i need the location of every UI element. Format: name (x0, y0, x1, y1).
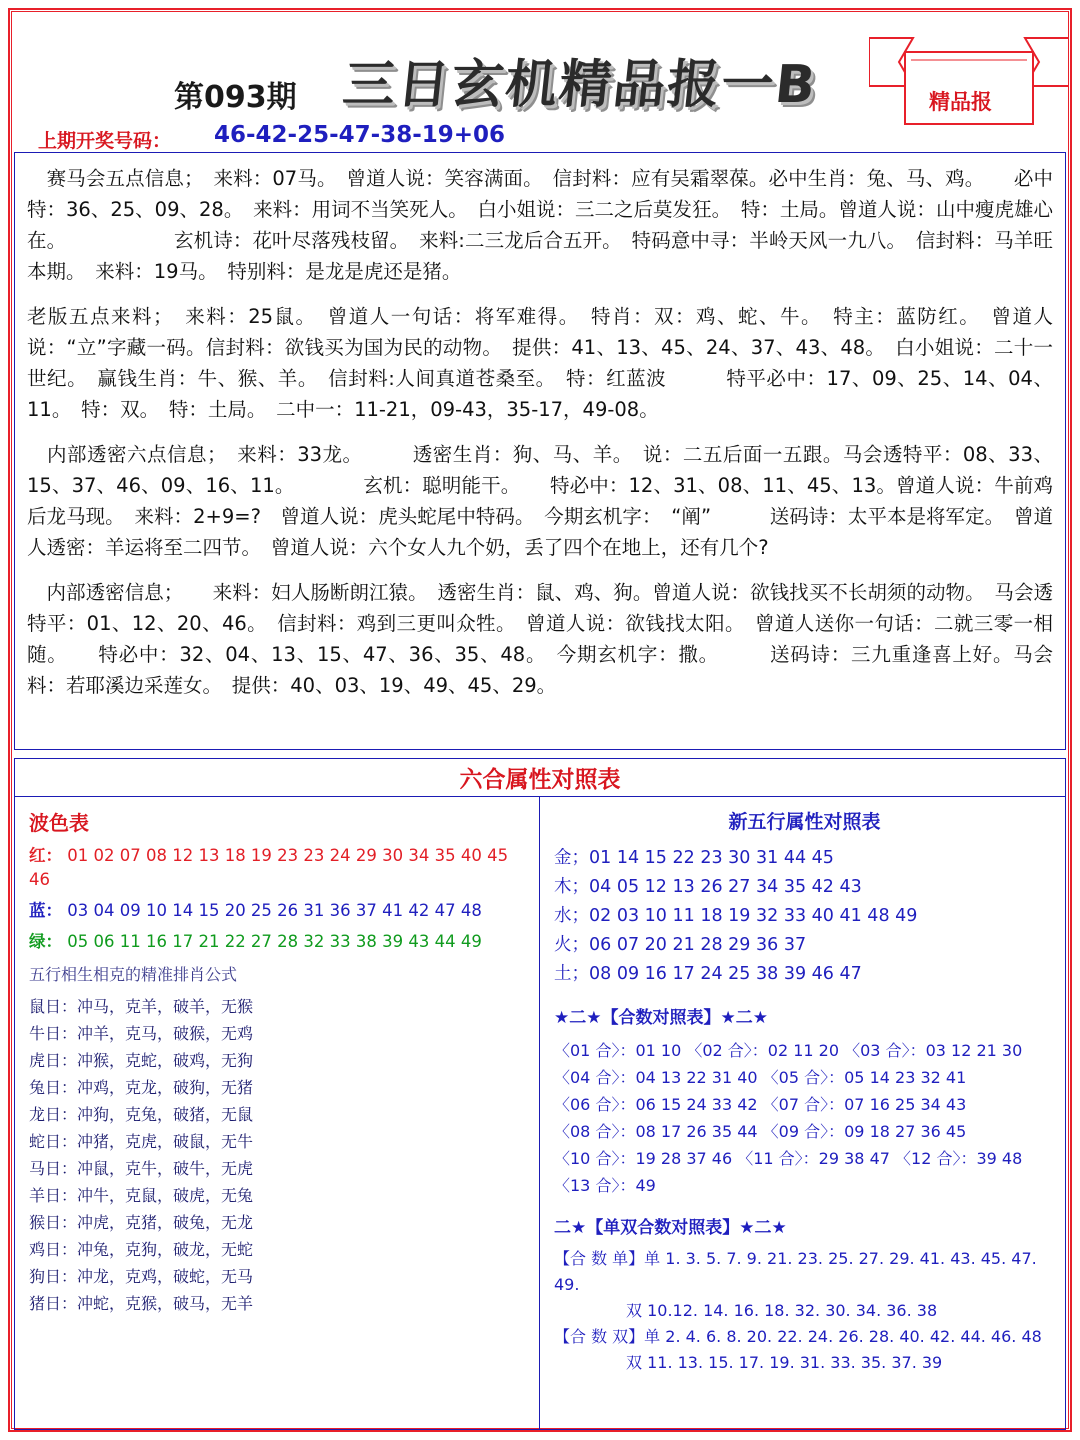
wave-color-column (15, 797, 540, 1429)
zodiac-row-tiger: 虎日：冲猴，克蛇，破鸡，无狗 (29, 1051, 254, 1070)
element-row-wood: 木；04 05 12 13 26 27 34 35 42 43 (554, 877, 862, 897)
sum-table-title: ★二★【合数对照表】★二★ (554, 1008, 768, 1028)
odd-even-row-1-line2: 双 10.12. 14. 16. 18. 32. 30. 34. 36. 38 (626, 1301, 938, 1320)
section-title-bar (14, 758, 1066, 796)
sum-row-3: 〈06 合〉：06 15 24 33 42 〈07 合〉：07 16 25 34 43 (554, 1095, 967, 1114)
sum-row-6: 〈13 合〉：49 (554, 1176, 656, 1195)
zodiac-row-ox: 牛日：冲羊，克马，破猴，无鸡 (29, 1024, 254, 1043)
wave-numbers-blue: 03 04 09 10 14 15 20 25 26 31 36 37 41 42 47 48 (67, 901, 482, 920)
odd-even-row-1-line1: 【合 数 单】单 1. 3. 5. 7. 9. 21. 23. 25. 27. 29. 41. 43. 45. 47. 49. (554, 1249, 1037, 1294)
wave-numbers-red: 01 02 07 08 12 13 18 19 23 23 24 29 30 34 35 40 45 46 (29, 846, 509, 889)
paragraph-4: 内部透密信息； 来料：妇人肠断朗江猿。 透密生肖：鼠、鸡、狗。曾道人说：欲钱找买不长胡须的动物。 马会透特平：01、12、20、46。 信封料：鸡到三更叫众牲。 曾道人说：欲钱找太阳。 曾道人送你一句话：二就三零一相随。 特必中：32、04、13、15、47、36、35、48。 今期玄机字：撒。 送码诗：三九重逢喜上好。马会料：若耶溪边采莲女。 提供：40、03、19、49、45、29。 (27, 581, 1053, 697)
paragraph-1: 赛马会五点信息； 来料：07马。 曾道人说：笑容满面。 信封料：应有吴霜翠葆。必中生肖：兔、马、鸡。 必中特：36、25、09、28。 来料：用词不当笑死人。 白小姐说：三二之后莫发狂。 特：土局。曾道人说：山中瘦虎雄心在。 玄机诗：花叶尽落残枝留。 来料:二三龙后合五开。 特码意中寻：半岭天风一九八。 信封料：马羊旺本期。 来料：19马。 特别料：是龙是虎还是猪。 (27, 167, 1053, 283)
odd-even-row-2-line2: 双 11. 13. 15. 17. 19. 31. 33. 35. 37. 39 (626, 1353, 943, 1372)
odd-even-title: 二★【单双合数对照表】★二★ (554, 1218, 787, 1238)
wave-row-red (29, 844, 529, 892)
wave-label-green: 绿： (29, 932, 62, 951)
previous-draw-numbers: 46-42-25-47-38-19+06 (214, 122, 506, 148)
element-row-fire: 火；06 07 20 21 28 29 36 37 (554, 935, 807, 955)
paragraph-3: 内部透密六点信息； 来料：33龙。 透密生肖：狗、马、羊。 说：二五后面一五跟。马会透特平：08、33、15、37、46、09、16、11。 玄机：聪明能干。 特必中：12、31、08、11、45、13。曾道人说：牛前鸡后龙马现。 来料：2+9=? 曾道人说：虎头蛇尾中特码。 今期玄机字： “阐” 送码诗：太平本是将军定。 曾道人透密：羊运将至二四节。 曾道人说：六个女人九个奶，丢了四个在地上，还有几个? (27, 443, 1053, 559)
wave-table-title: 波色表 (29, 811, 89, 835)
zodiac-row-rat: 鼠日：冲马，克羊，破羊，无猴 (29, 997, 254, 1016)
zodiac-row-dragon: 龙日：冲狗，克兔，破猪，无鼠 (29, 1105, 254, 1124)
wave-row-blue (29, 899, 529, 923)
article-body (14, 152, 1066, 750)
zodiac-row-horse: 马日：冲鼠，克牛，破牛，无虎 (29, 1159, 254, 1178)
sum-row-2: 〈04 合〉：04 13 22 31 40 〈05 合〉：05 14 23 32 41 (554, 1068, 967, 1087)
zodiac-row-monkey: 猴日：冲虎，克猪，破兔，无龙 (29, 1213, 254, 1232)
wave-numbers-green: 05 06 11 16 17 21 22 27 28 32 33 38 39 43 44 49 (67, 932, 482, 951)
zodiac-row-snake: 蛇日：冲猪，克虎，破鼠，无牛 (29, 1132, 254, 1151)
reference-tables (14, 796, 1066, 1430)
zodiac-row-rooster: 鸡日：冲兔，克狗，破龙，无蛇 (29, 1240, 254, 1259)
five-element-title: 新五行属性对照表 (728, 811, 881, 833)
header (14, 14, 1066, 152)
sum-row-4: 〈08 合〉：08 17 26 35 44 〈09 合〉：09 18 27 36 45 (554, 1122, 967, 1141)
title-artwork (340, 42, 904, 115)
section-title: 六合属性对照表 (459, 767, 621, 793)
element-row-metal: 金；01 14 15 22 23 30 31 44 45 (554, 848, 834, 868)
odd-even-row-2-line1: 【合 数 双】单 2. 4. 6. 8. 20. 22. 24. 26. 28. 40. 42. 44. 46. 48 (554, 1327, 1042, 1346)
zodiac-row-dog: 狗日：冲龙，克鸡，破蛇，无马 (29, 1267, 254, 1286)
publication-title: 三日玄机精品报一B (340, 55, 821, 115)
wave-label-blue: 蓝： (29, 901, 62, 920)
zodiac-row-rabbit: 兔日：冲鸡，克龙，破狗，无猪 (29, 1078, 254, 1097)
wave-label-red: 红： (29, 846, 62, 865)
ribbon-label: 精品报 (929, 90, 992, 114)
formula-title: 五行相生相克的精准排肖公式 (29, 965, 238, 984)
paragraph-2: 老版五点来料； 来料：25鼠。 曾道人一句话：将军难得。 特肖：双：鸡、蛇、牛。 特主：蓝防红。 曾道人说：“立”字藏一码。信封料：欲钱买为国为民的动物。 提供：41、13、45、24、37、43、48。 白小姐说：二十一世纪。 赢钱生肖：牛、猴、羊。 信封料:人间真道苍桑至。 特：红蓝波 特平必中：17、09、25、14、04、11。 特：双。 特：土局。 二中一：11-21，09-43，35-17，49-08。 (27, 305, 1053, 421)
element-row-earth: 土；08 09 16 17 24 25 38 39 46 47 (554, 964, 862, 984)
ribbon-shape (869, 34, 1069, 134)
sum-row-1: 〈01 合〉：01 10 〈02 合〉：02 11 20 〈03 合〉：03 12 21 30 (554, 1041, 1023, 1060)
previous-draw-label: 上期开奖号码： (38, 130, 172, 152)
element-row-water: 水；02 03 10 11 18 19 32 33 40 41 48 49 (554, 906, 918, 926)
zodiac-row-goat: 羊日：冲牛，克鼠，破虎，无兔 (29, 1186, 254, 1205)
attribute-column (540, 797, 1065, 1429)
issue-number: 第093期 (174, 80, 297, 115)
zodiac-row-pig: 猪日：冲蛇，克猴，破马，无羊 (29, 1294, 254, 1313)
sum-row-5: 〈10 合〉：19 28 37 46 〈11 合〉：29 38 47 〈12 合〉：39 48 (554, 1149, 1023, 1168)
wave-row-green (29, 930, 529, 954)
ribbon-banner (869, 34, 1069, 130)
